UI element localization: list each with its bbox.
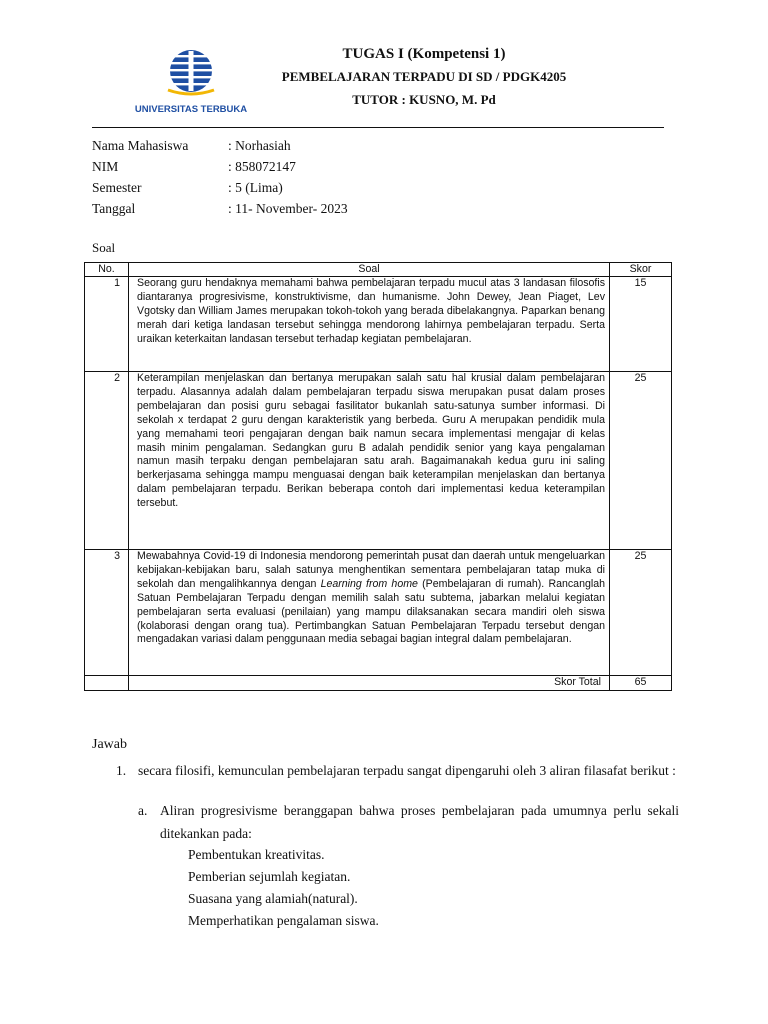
identity-label: Nama Mahasiswa [92, 138, 189, 153]
question-score: 25 [610, 550, 672, 676]
identity-label: Semester [92, 180, 142, 195]
column-header-no: No. [85, 263, 129, 277]
identity-value: : 858072147 [228, 159, 296, 174]
answer-sub-text: Aliran progresivisme beranggapan bahwa proses pembelajaran pada umumnya perlu sekali ditekankan pada: [160, 803, 679, 841]
svg-text:UNIVERSITAS TERBUKA: UNIVERSITAS TERBUKA [134, 104, 248, 115]
answer-heading: Jawab [92, 737, 127, 752]
total-empty-cell [85, 676, 129, 691]
question-number: 3 [85, 550, 129, 676]
total-label: Skor Total [129, 676, 610, 691]
question-text: Mewabahnya Covid-19 di Indonesia mendorong pemerintah pusat dan daerah untuk mengeluarkan kebijakan-kebijakan baru, salah satunya menghentikan sementara pembelajaran tatap muka di sekolah dan mengalihkannya dengan Learning from home (Pembelajaran di rumah). Rancanglah Satuan Pembelajaran Terpadu dengan memilih salah satu subtema, jabarkan melalui kegiatan pembelajaran serta evaluasi (penilaian) yang mampu dilaksanakan secara mandiri oleh siswa (kolaborasi dengan orang tua). Pertimbangkan Satuan Pembelajaran Terpadu tersebut dengan mengadakan variasi dalam penggunaan media sebagai bagian integral dalam pembelajaran. [137, 550, 605, 646]
identity-label: NIM [92, 159, 119, 174]
answer-point: Pembentukan kreativitas. [188, 847, 325, 862]
answer-item-number: 1. [116, 763, 127, 778]
identity-value: : Norhasiah [228, 138, 291, 153]
answer-point: Memperhatikan pengalaman siswa. [188, 913, 379, 928]
total-value: 65 [610, 676, 672, 691]
table-header-row [85, 263, 672, 277]
question-text: Seorang guru hendaknya memahami bahwa pembelajaran terpadu mucul atas 3 landasan filosofis diantaranya progresivisme, konstruktivisme, dan humanisme. John Dewey, Jean Piaget, Lev Vgotsky dan William James merupakan tokoh-tokoh yang berada dibelakangnya. Paparkan benang merah dari ketiga landasan tersebut sehingga mendorong lahirnya pembelajaran terpadu. Serta uraikan keterkaitan landasan tersebut terhadap kegiatan pembelajaran. [137, 277, 605, 345]
identity-label: Tanggal [92, 201, 136, 216]
question-number: 2 [85, 372, 129, 550]
table-row [85, 277, 672, 372]
question-text: Keterampilan menjelaskan dan bertanya merupakan salah satu hal krusial dalam pembelajaran terpadu. Alasannya adalah dalam pembelajaran terpadu siswa merupakan pusat dalam proses pembelajaran dan posisi guru sebagai fasilitator bukanlah satu-satunya sumber informasi. Di sekolah x terdapat 2 guru dengan karakteristik yang berbeda. Guru A merupakan pendidik mula yang memahami teori pengajaran dengan baik namun secara implementasi mengajar di kelas masih minim pengalaman. Sedangkan guru B adalah pendidik senior yang kaya pengalaman namun masih terpaku dengan pembelajaran satu arah. Bagaimanakah kedua guru ini saling berkerjasama sehingga mampu menguasai dengan baik keterampilan menjelaskan dan bertanya dalam pembelajaran terpadu. Berikan beberapa contoh dari implementasi kedua keterampilan tersebut. [137, 372, 605, 510]
questions-table [84, 262, 672, 691]
table-row [85, 550, 672, 676]
column-header-skor: Skor [610, 263, 672, 277]
question-cell [129, 550, 610, 676]
question-cell [129, 372, 610, 550]
question-number: 1 [85, 277, 129, 372]
header-divider [92, 127, 664, 128]
answer-point: Pemberian sejumlah kegiatan. [188, 869, 351, 884]
table-row [85, 372, 672, 550]
answer-sub-label: a. [138, 803, 148, 818]
course-title: PEMBELAJARAN TERPADU DI SD / PDGK4205 [281, 69, 567, 84]
tutor-name: TUTOR : KUSNO, M. Pd [352, 92, 496, 107]
questions-heading: Soal [92, 240, 116, 255]
identity-value: : 11- November- 2023 [228, 201, 348, 216]
question-italic-term: Learning from home [320, 577, 418, 590]
question-score: 25 [610, 372, 672, 550]
assignment-title: TUGAS I (Kompetensi 1) [342, 46, 506, 62]
identity-value: : 5 (Lima) [228, 180, 283, 195]
table-total-row [85, 676, 672, 691]
answer-point: Suasana yang alamiah(natural). [188, 891, 358, 906]
question-score: 15 [610, 277, 672, 372]
column-header-soal: Soal [129, 263, 610, 277]
question-cell [129, 277, 610, 372]
answer-item-text: secara filosifi, kemunculan pembelajaran terpadu sangat dipengaruhi oleh 3 aliran filasafat berikut : [138, 763, 676, 778]
